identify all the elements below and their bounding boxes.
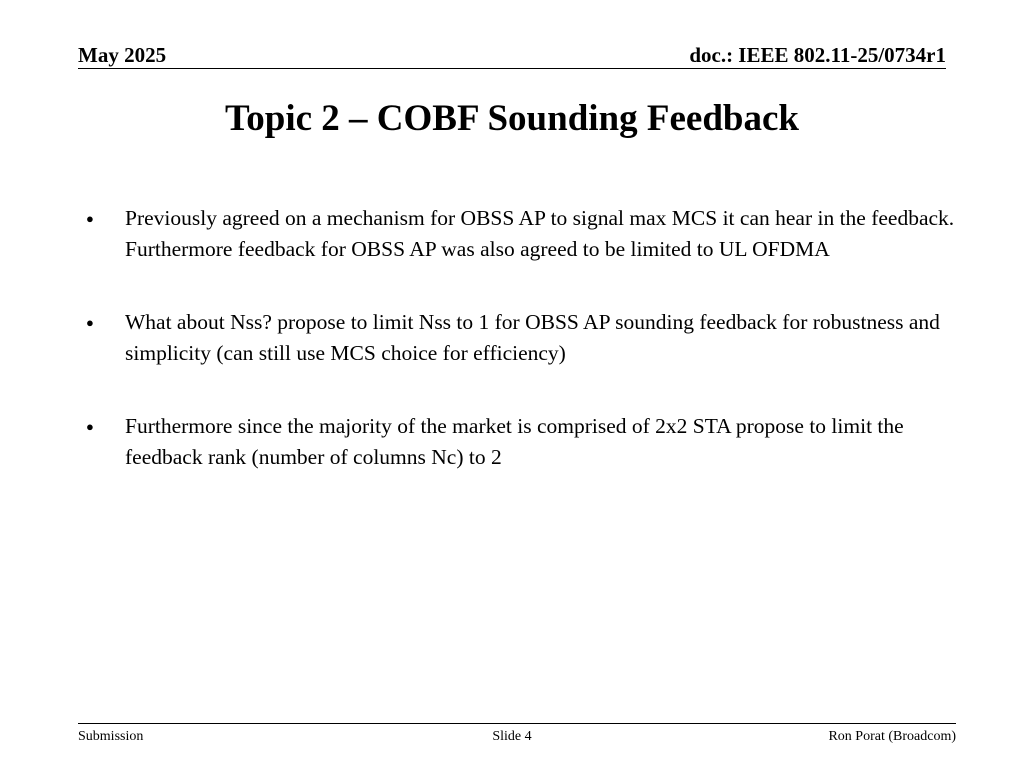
bullet-text: Furthermore since the majority of the market is comprised of 2x2 STA propose to limit the feedback rank (number of columns Nc) to 2	[125, 414, 904, 469]
footer-divider	[78, 723, 956, 724]
header-divider	[78, 68, 946, 69]
header-document-id: doc.: IEEE 802.11-25/0734r1	[689, 43, 946, 67]
footer-author: Ron Porat (Broadcom)	[828, 729, 956, 744]
bullet-dot-icon: ●	[86, 211, 94, 226]
bullet-item	[82, 411, 982, 473]
bullet-list	[82, 203, 982, 515]
header-date: May 2025	[78, 43, 167, 67]
bullet-item	[82, 307, 982, 369]
bullet-text: What about Nss? propose to limit Nss to 1 for OBSS AP sounding feedback for robustness and simplicity (can still use MCS choice for efficiency)	[125, 310, 940, 365]
footer-submission: Submission	[78, 729, 144, 744]
bullet-dot-icon: ●	[86, 419, 94, 434]
bullet-item	[82, 203, 982, 265]
slide-title: Topic 2 – COBF Sounding Feedback	[225, 98, 799, 139]
footer-slide-number: Slide 4	[492, 729, 532, 744]
bullet-dot-icon: ●	[86, 315, 94, 330]
bullet-text: Previously agreed on a mechanism for OBSS AP to signal max MCS it can hear in the feedback. Furthermore feedback for OBSS AP was also agreed to be limited to UL OFDMA	[125, 206, 955, 261]
